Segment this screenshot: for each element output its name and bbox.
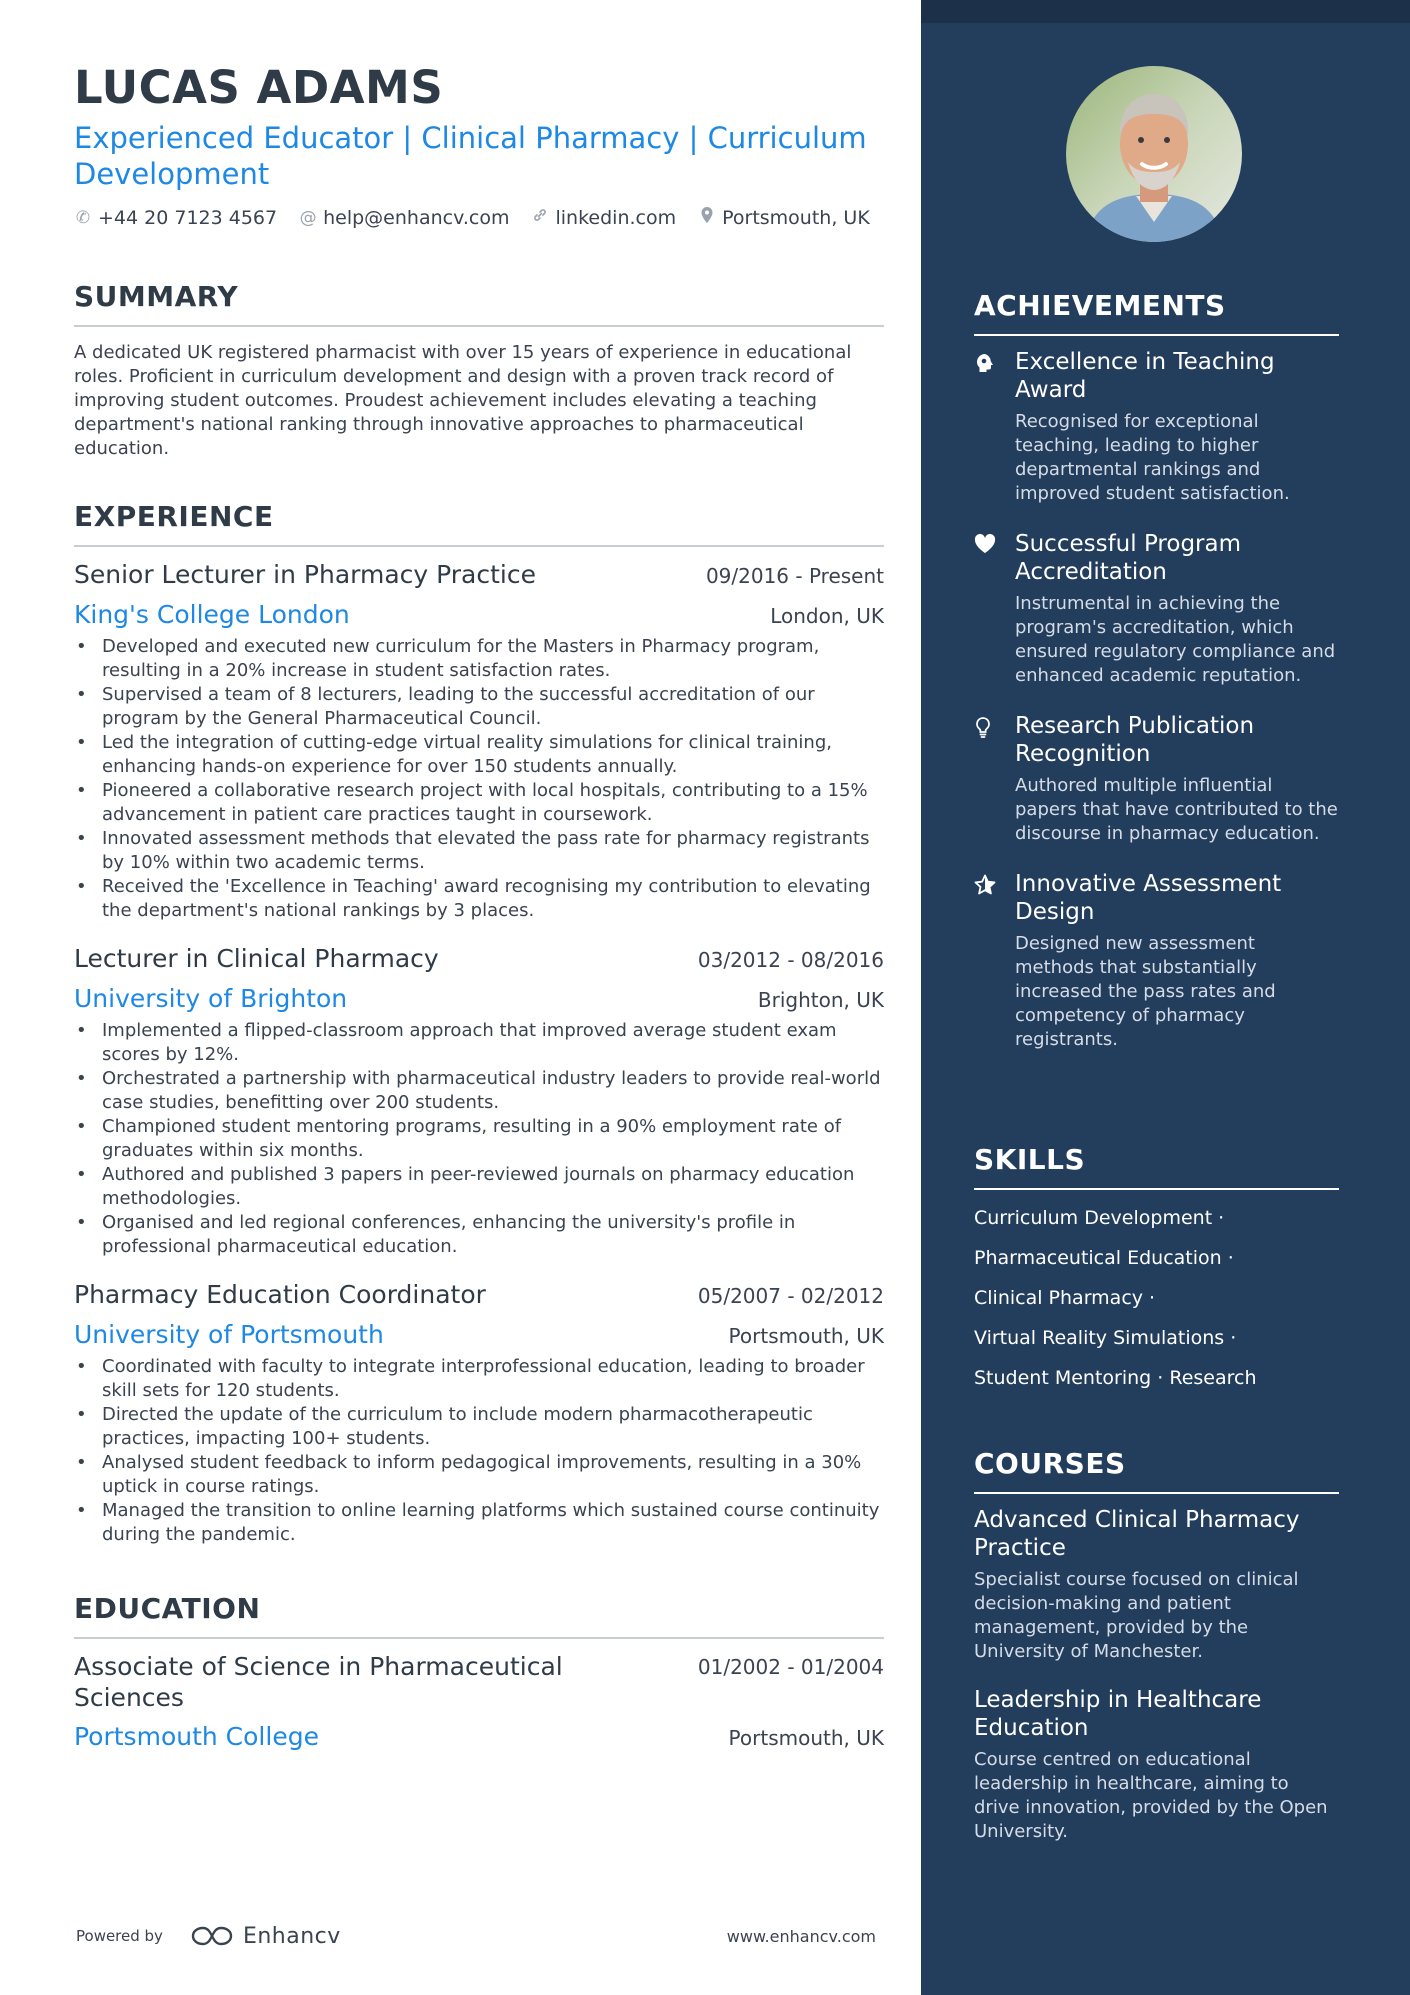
star-icon (974, 870, 1015, 1052)
achievement-item (974, 870, 1339, 1052)
footer-url[interactable]: www.enhancv.com (726, 1926, 876, 1946)
school-name[interactable]: Portsmouth College (74, 1722, 319, 1751)
course-desc: Specialist course focused on clinical decision-making and patient management, provided by the University of Manchester. (974, 1569, 1299, 1662)
link-icon (531, 207, 549, 228)
achievement-title: Innovative Assessment Design (1015, 871, 1282, 925)
experience-heading: EXPERIENCE (74, 500, 274, 533)
skills-heading: SKILLS (974, 1143, 1086, 1176)
phone-icon: ✆ (75, 207, 91, 228)
skill-item: Pharmaceutical Education · (974, 1247, 1234, 1269)
bullet-item: • Orchestrated a partnership with pharmaceutical industry leaders to provide real-world case studies, benefitting over 200 students. (74, 1067, 884, 1115)
summary-section (74, 279, 884, 461)
bullet-item: • Pioneered a collaborative research project with local hospitals, contributing to a 15% advancement in patient care practices taught in coursework. (74, 779, 884, 827)
achievement-desc: Instrumental in achieving the program's accreditation, which ensured regulatory compliance and enhanced academic reputation. (1015, 593, 1336, 686)
job-company[interactable]: King's College London (74, 600, 350, 629)
achievement-title: Research Publication Recognition (1015, 713, 1255, 767)
section-divider (974, 334, 1339, 336)
section-divider (974, 1492, 1339, 1494)
summary-text: A dedicated UK registered pharmacist with over 15 years of experience in educational roles. Proficient in curriculum development and design with a proven track record of improving student outcomes. Proudest achievement includes elevating a teaching department's national ranking through innovative approaches to pharmaceutical education. (74, 342, 852, 459)
powered-by (76, 1924, 341, 1949)
contact-email[interactable] (299, 206, 509, 229)
experience-entry (74, 1279, 884, 1547)
contact-bar (74, 206, 884, 229)
course-title: Leadership in Healthcare Education (974, 1687, 1262, 1741)
contact-phone[interactable] (74, 206, 277, 229)
phone-text: +44 20 7123 4567 (98, 206, 278, 229)
avatar (1066, 66, 1242, 242)
job-location: Portsmouth, UK (728, 1324, 884, 1348)
summary-heading: SUMMARY (74, 280, 239, 313)
at-icon: @ (299, 207, 317, 228)
job-bullets (74, 635, 884, 923)
skill-item: Curriculum Development · (974, 1207, 1225, 1229)
degree-title: Associate of Science in Pharmaceutical Sciences (74, 1652, 563, 1712)
job-bullets (74, 1355, 884, 1547)
bullet-item: • Implemented a flipped-classroom approach that improved average student exam scores by 12%. (74, 1019, 884, 1067)
job-title: Senior Lecturer in Pharmacy Practice (74, 560, 536, 589)
main-column (74, 58, 884, 1753)
job-location: Brighton, UK (757, 988, 884, 1012)
job-location: London, UK (770, 604, 884, 628)
skill-item: Clinical Pharmacy · (974, 1287, 1156, 1309)
section-divider (74, 325, 884, 327)
achievement-desc: Designed new assessment methods that substantially increased the pass rates and competency of pharmacy registrants. (1015, 933, 1276, 1050)
achievements-heading: ACHIEVEMENTS (974, 289, 1226, 322)
bullet-item: • Developed and executed new curriculum for the Masters in Pharmacy program, resulting in a 20% increase in student satisfaction rates. (74, 635, 884, 683)
job-dates: 05/2007 - 02/2012 (697, 1284, 884, 1308)
job-title: Pharmacy Education Coordinator (74, 1280, 486, 1309)
job-company[interactable]: University of Brighton (74, 984, 348, 1013)
bullet-item: • Championed student mentoring programs, resulting in a 90% employment rate of graduates within six months. (74, 1115, 884, 1163)
job-dates: 03/2012 - 08/2016 (697, 948, 884, 972)
course-item (974, 1686, 1339, 1844)
bullet-item: • Led the integration of cutting-edge virtual reality simulations for clinical training, enhancing hands-on experience for over 150 students annually. (74, 731, 884, 779)
course-item (974, 1506, 1339, 1664)
skills-section (974, 1142, 1339, 1390)
brand-name: Enhancv (242, 1923, 341, 1949)
school-location: Portsmouth, UK (728, 1726, 884, 1750)
sidebar (921, 0, 1410, 1995)
candidate-headline: Experienced Educator | Clinical Pharmacy | Curriculum Development (74, 121, 867, 191)
lightbulb-icon (974, 712, 1015, 846)
job-dates: 09/2016 - Present (705, 564, 884, 588)
contact-linkedin[interactable] (531, 206, 676, 229)
enhancv-logo[interactable] (189, 1924, 341, 1949)
bullet-item: • Directed the update of the curriculum to include modern pharmacotherapeutic practices, impacting 100+ students. (74, 1403, 884, 1451)
achievement-title: Excellence in Teaching Award (1015, 349, 1275, 403)
achievement-desc: Recognised for exceptional teaching, leading to higher departmental rankings and improved student satisfaction. (1015, 411, 1290, 504)
avatar-photo (1066, 66, 1242, 242)
footer (76, 1916, 876, 1956)
bullet-item: • Authored and published 3 papers in peer-reviewed journals on pharmacy education methodologies. (74, 1163, 884, 1211)
achievements-section (974, 288, 1339, 1052)
job-bullets (74, 1019, 884, 1259)
linkedin-text: linkedin.com (555, 206, 677, 229)
education-section (74, 1591, 884, 1753)
enhancv-logo-icon (189, 1924, 235, 1948)
experience-entry (74, 559, 884, 923)
candidate-name: LUCAS ADAMS (74, 61, 444, 114)
achievement-item (974, 530, 1339, 688)
course-title: Advanced Clinical Pharmacy Practice (974, 1507, 1300, 1561)
experience-section (74, 499, 884, 1547)
achievement-desc: Authored multiple influential papers that have contributed to the discourse in pharmacy education. (1015, 775, 1338, 844)
bullet-item: • Analysed student feedback to inform pedagogical improvements, resulting in a 30% uptick in course ratings. (74, 1451, 884, 1499)
course-desc: Course centred on educational leadership in healthcare, aiming to drive innovation, provided by the Open University. (974, 1749, 1328, 1842)
bullet-item: • Managed the transition to online learning platforms which sustained course continuity during the pandemic. (74, 1499, 884, 1547)
education-dates: 01/2002 - 01/2004 (697, 1655, 884, 1679)
courses-heading: COURSES (974, 1447, 1126, 1480)
section-divider (74, 545, 884, 547)
skill-item: Virtual Reality Simulations · (974, 1327, 1237, 1349)
contact-location (698, 206, 870, 229)
job-company[interactable]: University of Portsmouth (74, 1320, 384, 1349)
bullet-item: • Received the 'Excellence in Teaching' award recognising my contribution to elevating the department's national rankings by 3 places. (74, 875, 884, 923)
bullet-item: • Coordinated with faculty to integrate interprofessional education, leading to broader skill sets for 120 students. (74, 1355, 884, 1403)
achievement-item (974, 348, 1339, 506)
courses-section (974, 1446, 1339, 1844)
experience-entry (74, 943, 884, 1259)
education-entry (74, 1651, 884, 1753)
location-text: Portsmouth, UK (722, 206, 870, 229)
bullet-item: • Organised and led regional conferences, enhancing the university's profile in professional pharmaceutical education. (74, 1211, 884, 1259)
heart-icon (974, 530, 1015, 688)
email-text: help@enhancv.com (323, 206, 510, 229)
achievement-title: Successful Program Accreditation (1015, 531, 1242, 585)
head-icon (974, 348, 1015, 506)
location-pin-icon (698, 206, 716, 229)
bullet-item: • Innovated assessment methods that elevated the pass rate for pharmacy registrants by 10% within two academic terms. (74, 827, 884, 875)
powered-by-label: Powered by (76, 1927, 163, 1945)
education-heading: EDUCATION (74, 1592, 261, 1625)
section-divider (74, 1637, 884, 1639)
bullet-item: • Supervised a team of 8 lecturers, leading to the successful accreditation of our program by the General Pharmaceutical Council. (74, 683, 884, 731)
section-divider (974, 1188, 1339, 1190)
sidebar-top-strip (921, 0, 1410, 23)
achievement-item (974, 712, 1339, 846)
job-title: Lecturer in Clinical Pharmacy (74, 944, 439, 973)
skill-item: Student Mentoring · Research (974, 1367, 1257, 1389)
